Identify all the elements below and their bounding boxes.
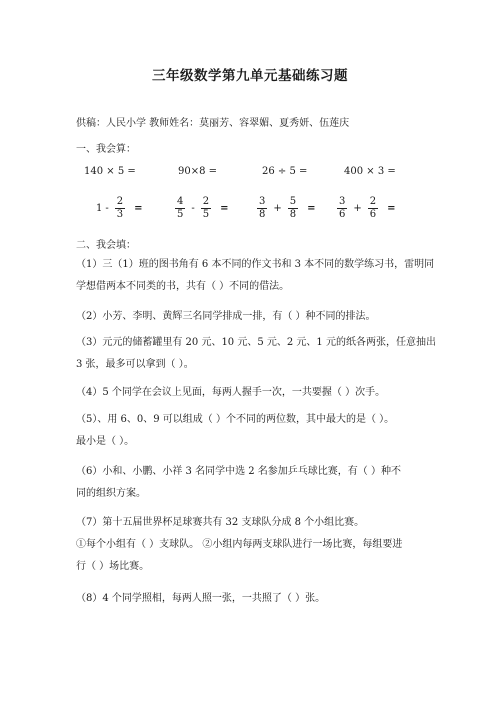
question-line: 3 张，最多可以拿到（ ）。 <box>76 359 194 370</box>
question-1 <box>76 254 436 298</box>
fraction <box>288 196 298 221</box>
fraction-problem <box>334 188 396 228</box>
question-line: （8）4 个同学照相，每两人照一张，一共照了（ ）张。 <box>76 593 326 604</box>
denominator: 5 <box>177 208 184 220</box>
denominator: 8 <box>289 208 297 220</box>
numerator: 4 <box>177 195 184 207</box>
question-line: （4）5 个同学在会议上见面，每两人握手一次，一共要握（ ）次手。 <box>76 387 386 398</box>
fraction <box>257 196 267 221</box>
fraction <box>368 196 378 221</box>
denominator: 3 <box>116 208 124 220</box>
calc-item: 26 ÷ 5 = <box>262 166 308 177</box>
question-line: （3）元元的储蓄罐里有 20 元、10 元、5 元、2 元、1 元的纸各两张，任意抽出 <box>76 337 436 348</box>
whole-number: 1 <box>96 202 103 214</box>
operator: - <box>105 202 109 214</box>
fraction <box>201 196 211 221</box>
equals-sign: = <box>134 202 143 214</box>
question-line: （5）、用 6、0、9 可以组成（ ）个不同的两位数，其中最大的是（ ）。 <box>76 414 395 425</box>
calc-item: 90×8 = <box>178 166 218 177</box>
fraction <box>175 196 185 221</box>
operator: + <box>273 202 282 214</box>
question-line: ①每个小组有（ ）支球队。 ②小组内每两支球队进行一场比赛，每组要进 <box>76 539 403 550</box>
numerator: 5 <box>289 195 297 207</box>
worksheet-title: 三年级数学第九单元基础练习题 <box>152 68 348 84</box>
numerator: 3 <box>339 195 346 207</box>
question-6 <box>76 461 436 505</box>
numerator: 2 <box>369 195 377 207</box>
question-5 <box>76 409 436 453</box>
question-line: （7）第十五届世界杯足球赛共有 32 支球队分成 8 个小组比赛。 <box>76 517 365 528</box>
question-2 <box>76 306 436 328</box>
question-line: 最小是（ ）。 <box>76 436 135 447</box>
equals-sign: = <box>387 202 396 214</box>
question-7 <box>76 512 436 578</box>
question-line: （1）三（1）班的图书角有 6 本不同的作文书和 3 本不同的数学练习书，雷明同 <box>76 259 435 270</box>
section-2-heading: 二、我会填： <box>76 240 136 251</box>
source-line: 供稿：人民小学 教师姓名：莫丽芳、容翠媚、夏秀妍、伍莲庆 <box>76 118 350 129</box>
numerator: 3 <box>259 195 266 207</box>
question-line: 学想借两本不同类的书，共有（ ）不同的借法。 <box>76 281 290 292</box>
numerator: 2 <box>116 195 124 207</box>
fraction-problem <box>254 188 316 228</box>
question-4 <box>76 382 436 404</box>
question-3 <box>76 332 436 376</box>
numerator: 2 <box>202 195 210 207</box>
fraction-problem <box>96 188 143 228</box>
denominator: 8 <box>259 208 266 220</box>
calc-item: 140 × 5 = <box>84 166 136 177</box>
calc-item: 400 × 3 = <box>344 166 396 177</box>
question-line: （6）小和、小鹏、小祥 3 名同学中选 2 名参加乒乓球比赛，有（ ）种不 <box>76 466 401 477</box>
question-line: 同的组织方案。 <box>76 488 146 499</box>
fraction-problem <box>172 188 229 228</box>
section-1-heading: 一、我会算： <box>76 144 136 155</box>
calc-row-2 <box>0 188 500 228</box>
question-line: （2）小芳、李明、黄辉三名同学排成一排，有（ ）种不同的排法。 <box>76 311 376 322</box>
operator: + <box>353 202 362 214</box>
fraction <box>115 196 125 221</box>
fraction <box>337 196 347 221</box>
denominator: 5 <box>202 208 210 220</box>
denominator: 6 <box>369 208 377 220</box>
question-8 <box>76 588 436 610</box>
denominator: 6 <box>339 208 346 220</box>
operator: - <box>191 202 195 214</box>
equals-sign: = <box>307 202 316 214</box>
equals-sign: = <box>220 202 229 214</box>
question-line: 行（ ）场比赛。 <box>76 561 150 572</box>
